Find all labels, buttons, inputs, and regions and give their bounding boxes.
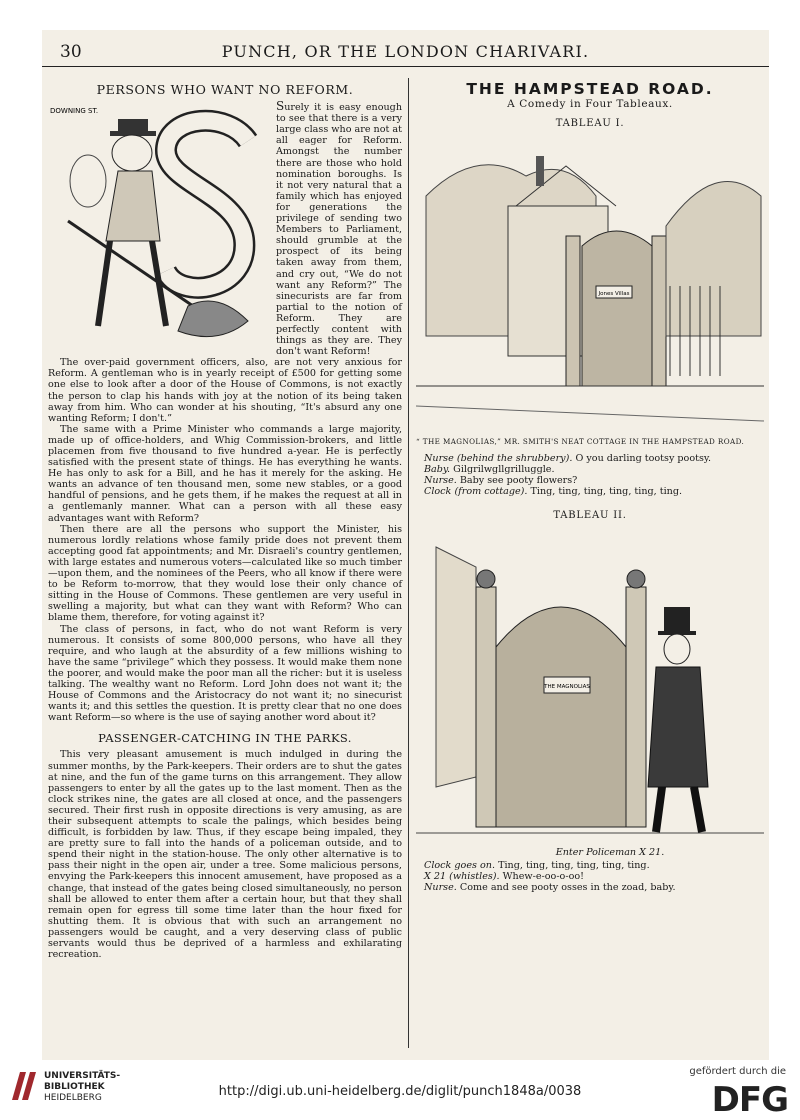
- reform-paragraph: The same with a Prime Minister who commands a large majority, made up of office-holders, and Whig Commission-brokers, and little placemen from five thousand to five hundred a-year. He is perfectly satisfied with the present state of things. He has everything he wants. He has only to ask for a Bill, and he has it merely for the asking. He wants an advance of ten thousand men, some new stables, or a good handful of pensions, and he gets them, if he makes the request at all in a gentlemanly manner. What can a person with all these easy advantages want with Reform?: [48, 423, 402, 524]
- reform-paragraph: Surely it is easy enough to see that there is a very large class who are not at all eager for Reform. Amongst the number there are those who hold nomination boroughs. Is it not very natural that a family which has enjoyed for generations the privilege of sending two Members to Parliament, should grumble at the prospect of its being taken away from them, and cry out, “We do not want any Reform?” The sinecurists are far from partial to the notion of Reform. They are perfectly content with things as they are. They don't want Reform!: [276, 99, 402, 358]
- dialogue-line: Nurse. Baby see pooty flowers?: [424, 475, 578, 487]
- downing-street-label: DOWNING ST.: [50, 107, 99, 116]
- right-column: [416, 78, 764, 894]
- page-number: 30: [60, 42, 82, 62]
- reform-paragraph: The over-paid government officers, also, are not very anxious for Reform. A gentleman who is in yearly receipt of £500 for getting some one else to look after a door of the House of Commons, is not exactly the person to clap his hands with joy at the notion of its being taken away from him. Who can wonder at his shouting, “It's absurd any one wanting Reform; I don't.”: [48, 357, 402, 424]
- funder-note: gefördert durch die: [689, 1066, 786, 1077]
- page-header: [42, 40, 769, 67]
- play-subtitle: A Comedy in Four Tableaux.: [507, 98, 673, 111]
- dialogue-line: Baby. Gilgrilwgllgrilluggle.: [424, 464, 555, 476]
- dialogue-line: Nurse (behind the shrubbery). O you darling tootsy pootsy.: [424, 452, 712, 464]
- tableau1-caption: “ THE MAGNOLIAS,” MR. SMITH'S NEAT COTTAGE IN THE HAMPSTEAD ROAD.: [416, 436, 745, 446]
- parks-paragraph: This very pleasant amusement is much indulged in during the summer months, by the Park-keepers. Their orders are to shut the gates at nine, and the fun of the game turns on this arrangement. They allow passengers to enter by all the gates up to the last moment. Then as the clock strikes nine, the gates are all closed at once, and the passengers secured. Their first rush in opposite directions is very amusing, as are their subsequent attempts to scale the palings, which besides being difficult, is forbidden by law. Thus, if they escape being impaled, they are pretty sure to fall into the hands of a policeman outside, and to spend their night in the station-house. The only other alternative is to pass their night in the open air, under a tree. Some malicious persons, envying the Park-keepers this innocent amusement, have proposed as a change, that instead of the gates being closed simultaneously, no person shall be allowed to enter them after a certain hour, but that they shall remain open for egress till some time later than the hour fixed for shutting them. It is obvious that with such an arrangement no passengers would be caught, and a very deserving class of public servants would thus be deprived of a harmless and exhilarating recreation.: [48, 749, 402, 961]
- policeman-illustration: [416, 527, 764, 845]
- drop-letter: S: [276, 99, 285, 114]
- article-title-reform: PERSONS WHO WANT NO REFORM.: [96, 82, 354, 97]
- left-column: [48, 78, 402, 960]
- dialogue-line: Clock (from cottage). Ting, ting, ting, ting, ting, ting.: [424, 486, 683, 498]
- viewer-footer: [0, 1062, 800, 1120]
- dfg-logo: DFG: [711, 1080, 788, 1120]
- dialogue-line: X 21 (whistles). Whew-e-oo-o-oo!: [424, 871, 584, 883]
- tableau-label: TABLEAU II.: [553, 509, 627, 521]
- dialogue-line: Nurse. Come and see pooty osses in the zoad, baby.: [424, 882, 676, 894]
- dialogue-line: Clock goes on. Ting, ting, ting, ting, ting, ting.: [424, 860, 650, 872]
- gate-sign: THE MAGNOLIAS: [544, 683, 590, 690]
- source-url[interactable]: http://digi.ub.uni-heidelberg.de/diglit/punch1848a/0038: [218, 1084, 582, 1099]
- newspaper-page: [42, 30, 769, 1060]
- library-name: UNIVERSITÄTS- BIBLIOTHEK HEIDELBERG: [44, 1071, 121, 1103]
- tableau-label: TABLEAU I.: [555, 118, 625, 130]
- play-title: THE HAMPSTEAD ROAD.: [466, 80, 714, 98]
- running-head: PUNCH, OR THE LONDON CHARIVARI.: [221, 42, 590, 61]
- column-rule: [408, 78, 409, 1048]
- gate-sign: Jones Villas: [598, 290, 630, 297]
- reform-paragraph: Then there are all the persons who support the Minister, his numerous lordly relations whose family pride does not prevent them accepting good fat appointments; and Mr. Disraeli's country gentlemen, with large estates and numerous voters—calculated like so much timber—upon them, and the nominees of the Peers, who all know if there were to be Reform to-morrow, that they would lose their only chance of sitting in the House of Commons. These gentlemen are very useful in swelling a majority, but what can they want with Reform? Who can blame them, therefore, for voting against it?: [48, 523, 402, 624]
- enter-direction: Enter Policeman X 21.: [555, 846, 665, 858]
- reform-cartoon: [48, 101, 270, 347]
- article-title-parks: PASSENGER-CATCHING IN THE PARKS.: [98, 731, 352, 746]
- reform-paragraph: The class of persons, in fact, who do not want Reform is very numerous. It consists of some 800,000 persons, who have all they require, and who laugh at the absurdity of a few millions wishing to have the same “privilege” which they possess. It would make them none the poorer, and would make the poor man all the richer: but it is useless talking. The wealthy want no Reform. Lord John does not want it; the House of Commons and the Aristocracy do not want it; no sinecurist wants it; and this settles the question. It is pretty clear that no one does want Reform—so where is the use of saying another word about it?: [48, 623, 402, 724]
- cottage-illustration: [416, 136, 764, 432]
